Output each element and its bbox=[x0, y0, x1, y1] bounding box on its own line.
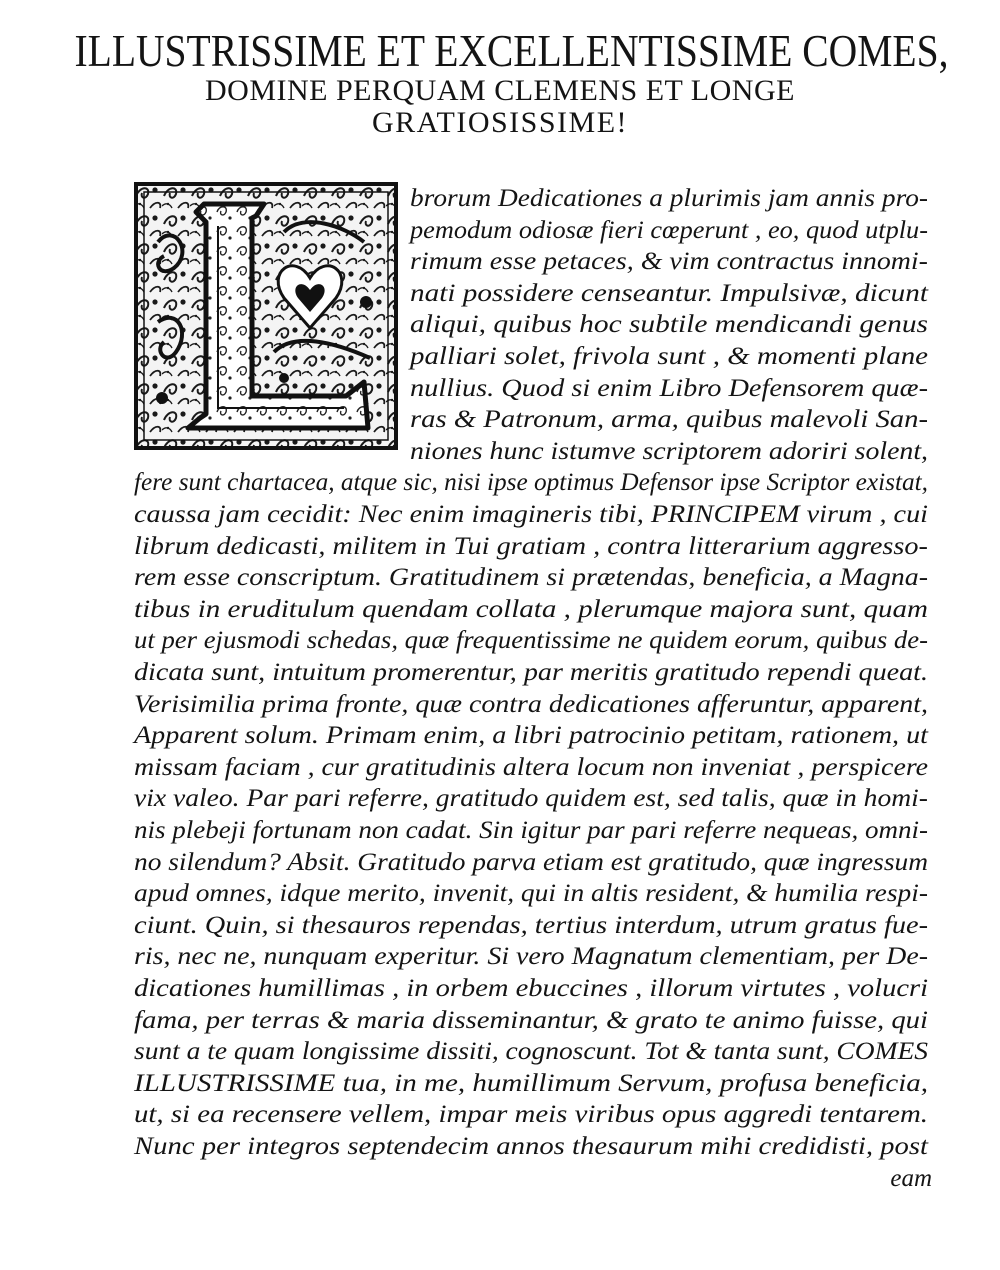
text-line: librum dedicasti, militem in Tui gratiam , contra litterarium aggresso- bbox=[134, 532, 928, 560]
text-line: fere sunt chartacea, atque sic, nisi ipse optimus Defensor ipse Scriptor existat, bbox=[134, 469, 928, 497]
text-line: Apparent solum. Primam enim, a libri patrocinio petitam, rationem, ut bbox=[134, 722, 928, 750]
text-line: sunt a te quam longissime dissiti, cognoscunt. Tot & tanta sunt, COMES bbox=[134, 1038, 928, 1066]
heading-line-1: ILLUSTRISSIME ET EXCELLENTISSIME COMES, bbox=[74, 25, 949, 76]
text-line: nullius. Quod si enim Libro Defensorem quæ- bbox=[410, 374, 929, 402]
text-line: pemodum odiosæ fieri cœperunt , eo, quod utplu- bbox=[410, 216, 928, 244]
text-line: nati possidere censeantur. Impulsivæ, dicunt bbox=[410, 279, 928, 307]
text-line: fama, per terras & maria disseminantur, & grato te animo fuisse, qui bbox=[134, 1006, 928, 1034]
text-line: vix valeo. Par pari referre, gratitudo quidem est, sed talis, quæ in homi- bbox=[134, 785, 928, 813]
text-line: Nunc per integros septendecim annos thesaurum mihi credidisti, post bbox=[134, 1133, 929, 1160]
decorated-initial-letter bbox=[134, 182, 398, 450]
text-line: Verisimilia prima fronte, quæ contra dedicationes afferuntur, apparent, bbox=[134, 690, 928, 718]
text-line: eam bbox=[890, 1164, 932, 1192]
text-line: dicationes humillimas , in orbem ebuccines , illorum virtutes , volucri bbox=[134, 975, 929, 1002]
text-line: ILLUSTRISSIME tua, in me, humillimum Servum, profusa beneficia, bbox=[134, 1069, 929, 1097]
text-line: caussa jam cecidit: Nec enim imagineris tibi, PRINCIPEM virum , cui bbox=[134, 501, 929, 528]
text-line: aliqui, quibus hoc subtile mendicandi genus bbox=[410, 311, 928, 339]
text-line: dicata sunt, intuitum promerentur, par meritis gratitudo rependi queat. bbox=[134, 659, 929, 686]
text-line: palliari solet, frivola sunt , & momenti plane bbox=[410, 343, 929, 370]
text-line: nis plebeji fortunam non cadat. Sin igitur par pari referre nequeas, omni- bbox=[134, 817, 928, 844]
text-line: rem esse conscriptum. Gratitudinem si prætendas, beneficia, a Magna- bbox=[134, 564, 929, 592]
text-line: ras & Patronum, arma, quibus malevoli San- bbox=[410, 406, 928, 434]
text-line: ciunt. Quin, si thesauros rependas, tertius interdum, utrum gratus fue- bbox=[134, 911, 929, 939]
text-line: apud omnes, idque merito, invenit, qui in altis resident, & humilia respi- bbox=[134, 880, 928, 908]
text-line: ris, nec ne, nunquam experitur. Si vero Magnatum clementiam, per De- bbox=[134, 943, 929, 971]
text-line: rimum esse petaces, & vim contractus innomi- bbox=[410, 248, 928, 276]
text-line: tibus in eruditulum quendam collata , plerumque majora sunt, quam bbox=[134, 595, 928, 623]
heading-line-2: DOMINE PERQUAM CLEMENS ET LONGE bbox=[205, 74, 795, 107]
text-line: brorum Dedicationes a plurimis jam annis pro- bbox=[410, 185, 929, 212]
heading-line-3: GRATIOSISSIME! bbox=[371, 106, 629, 139]
text-line: ut, si ea recensere vellem, impar meis viribus opus aggredi tentarem. bbox=[134, 1101, 929, 1129]
text-line: missam faciam , cur gratitudinis altera locum non inveniat , perspicere bbox=[134, 753, 929, 781]
text-line: niones hunc istumve scriptorem adoriri solent, bbox=[410, 437, 929, 465]
text-line: ut per ejusmodi schedas, quæ frequentissime ne quidem eorum, quibus de- bbox=[134, 627, 928, 655]
text-line: no silendum? Absit. Gratitudo parva etiam est gratitudo, quæ ingressum bbox=[134, 848, 929, 876]
